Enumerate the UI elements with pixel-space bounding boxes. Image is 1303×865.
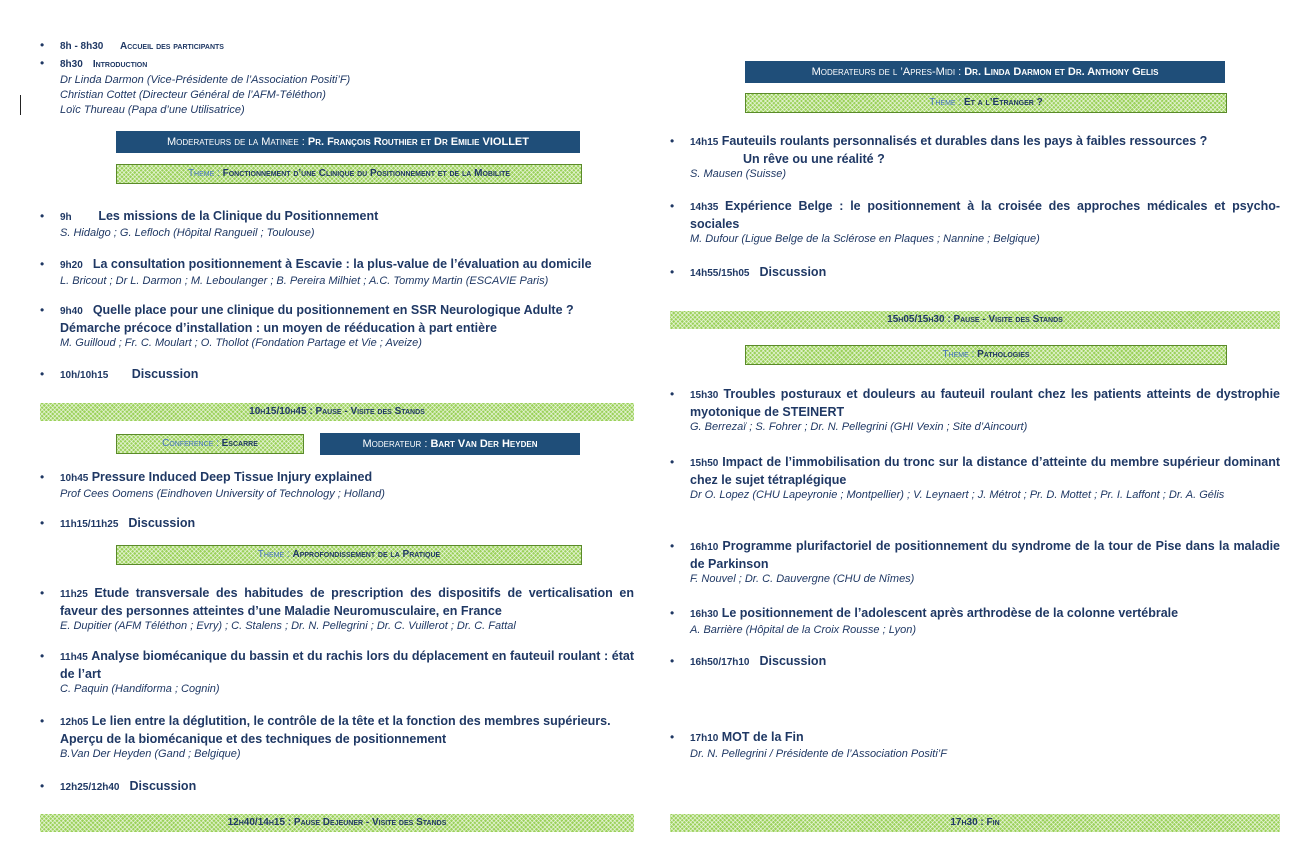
bullet-icon: • <box>40 516 45 530</box>
session-title: Discussion <box>759 654 827 668</box>
session-author: A. Barrière (Hôpital de la Croix Rousse ; Lyon) <box>690 624 917 636</box>
bullet-icon: • <box>670 730 675 744</box>
session-time: 12h25/12h40 <box>60 782 120 793</box>
bullet-icon: • <box>670 654 675 668</box>
bullet-icon: • <box>40 779 45 793</box>
session-author: Loïc Thureau (Papa d’une Utilisatrice) <box>60 104 245 116</box>
break-label: Pause - Visite des Stands <box>953 314 1063 325</box>
session-author: S. Mausen (Suisse) <box>690 168 786 180</box>
session-time: 15h30 <box>690 390 719 401</box>
conference-banner <box>116 434 304 454</box>
banner-label: Moderateur : <box>362 438 431 450</box>
bullet-icon: • <box>40 38 45 52</box>
break-banner-1 <box>40 403 634 421</box>
session-time: 16h30 <box>690 609 719 620</box>
bullet-icon: • <box>40 257 45 271</box>
break-time: 15h05/15h30 : <box>887 314 954 325</box>
bullet-icon: • <box>670 199 675 213</box>
session-title: Analyse biomécanique du bassin et du rachis lors du déplacement en fauteuil roulant : état de l’art <box>60 649 634 681</box>
session-time: 16h50/17h10 <box>690 657 750 668</box>
session-author: Dr Linda Darmon (Vice-Présidente de l’Association Positi’F) <box>60 74 351 86</box>
bullet-icon: • <box>40 714 45 728</box>
banner-name: Fonctionnement d’une Clinique du Positionnement et de la Mobilite <box>222 168 511 179</box>
session-time: 15h50 <box>690 458 719 469</box>
session-time: 11h45 <box>60 652 88 663</box>
session-title: Etude transversale des habitudes de prescription des dispositifs de verticalisation en faveur des personnes atteintes d’une Maladie Neuromusculaire, en France <box>60 586 634 618</box>
session-time: 14h15 <box>690 137 719 148</box>
bullet-icon: • <box>40 586 45 600</box>
moderators-morning-banner <box>116 131 580 153</box>
session-time: 8h - 8h30 <box>60 41 104 52</box>
session-title: Le positionnement de l’adolescent après arthrodèse de la colonne vertébrale <box>721 606 1179 620</box>
end-label: Fin <box>986 817 1000 828</box>
theme-banner-3 <box>745 93 1227 113</box>
session-author: Dr O. Lopez (CHU Lapeyronie ; Montpellier) ; V. Leynaert ; J. Métrot ; Pr. D. Mottet ; Pr. I. Laffont ; Dr. A. Gélis <box>690 489 1225 501</box>
break-banner-2 <box>40 814 634 832</box>
session-time: 12h05 <box>60 717 89 728</box>
break-time: 12h40/14h15 : <box>227 817 294 828</box>
banner-name: Escarre <box>221 438 258 449</box>
theme-banner-1 <box>116 164 582 184</box>
session-author: L. Bricout ; Dr L. Darmon ; M. Leboulanger ; B. Pereira Milhiet ; A.C. Tommy Martin (ESCAVIE Paris) <box>60 275 549 287</box>
banner-names: Dr. Linda Darmon et Dr. Anthony Gelis <box>964 66 1159 78</box>
session-title: Programme plurifactoriel de positionnement du syndrome de la tour de Pise dans la maladie de Parkinson <box>690 539 1280 571</box>
session-author: S. Hidalgo ; G. Lefloch (Hôpital Rangueil ; Toulouse) <box>60 227 315 239</box>
banner-label: Moderateurs de l ’Apres-Midi : <box>811 66 965 78</box>
session-title: Expérience Belge : le positionnement à la croisée des approches médicales et psycho-sociales <box>690 199 1280 231</box>
banner-label: Moderateurs de la Matinee : <box>167 136 308 148</box>
session-author: Christian Cottet (Directeur Général de l’AFM-Téléthon) <box>60 89 326 101</box>
session-title: Fauteuils roulants personnalisés et durables dans les pays à faibles ressources ? <box>721 134 1208 148</box>
session-time: 11h25 <box>60 589 88 600</box>
bullet-icon: • <box>40 209 45 223</box>
session-time: 14h55/15h05 <box>690 268 750 279</box>
session-title: Le lien entre la déglutition, le contrôle de la tête et la fonction des membres supérieurs. <box>91 714 611 728</box>
session-time: 14h35 <box>690 202 719 213</box>
break-label: Pause Dejeuner - Visite des Stands <box>293 817 447 828</box>
session-subtitle: Un rêve ou une réalité ? <box>743 152 885 166</box>
break-label: Pause - Visite des Stands <box>315 406 425 417</box>
banner-name: Approfondissement de la Pratique <box>292 549 441 560</box>
session-time: 11h15/11h25 <box>60 519 119 530</box>
end-banner <box>670 814 1280 832</box>
session-time: 9h40 <box>60 306 83 317</box>
session-time: 8h30 <box>60 59 83 70</box>
session-author: Prof Cees Oomens (Eindhoven University of Technology ; Holland) <box>60 488 385 500</box>
session-author: B.Van Der Heyden (Gand ; Belgique) <box>60 748 241 760</box>
bullet-icon: • <box>670 539 675 553</box>
end-time: 17h30 : <box>950 817 987 828</box>
session-title: La consultation positionnement à Escavie : la plus-value de l’évaluation au domicile <box>92 257 592 271</box>
session-time: 16h10 <box>690 542 719 553</box>
break-banner-3 <box>670 311 1280 329</box>
session-subtitle: Aperçu de la biomécanique et des techniques de positionnement <box>60 732 447 746</box>
bullet-icon: • <box>40 367 45 381</box>
session-author: F. Nouvel ; Dr. C. Dauvergne (CHU de Nîmes) <box>690 573 915 585</box>
session-author: Dr. N. Pellegrini / Présidente de l’Association Positi’F <box>690 748 947 760</box>
banner-name: Bart Van Der Heyden <box>430 438 538 450</box>
session-title: MOT de la Fin <box>721 730 804 744</box>
break-time: 10h15/10h45 : <box>249 406 316 417</box>
banner-label: Theme : <box>942 349 978 360</box>
banner-name: Et a l’Etranger ? <box>963 97 1043 108</box>
bullet-icon: • <box>40 649 45 663</box>
banner-label: Theme : <box>257 549 293 560</box>
session-author: C. Paquin (Handiforma ; Cognin) <box>60 683 220 695</box>
session-time: 9h20 <box>60 260 83 271</box>
session-title: Introduction <box>92 59 148 70</box>
bullet-icon: • <box>670 265 675 279</box>
text-cursor <box>20 95 21 115</box>
session-title: Impact de l’immobilisation du tronc sur la distance d’atteinte du membre supérieur dominant chez le sujet tétraplégique <box>690 455 1280 487</box>
theme-banner-4 <box>745 345 1227 365</box>
bullet-icon: • <box>40 470 45 484</box>
session-title: Quelle place pour une clinique du positionnement en SSR Neurologique Adulte ? <box>92 303 574 317</box>
banner-label: Theme : <box>929 97 964 108</box>
session-time: 9h <box>60 212 72 223</box>
moderators-afternoon-banner <box>745 61 1225 83</box>
theme-banner-2 <box>116 545 582 565</box>
session-title: Discussion <box>129 779 197 793</box>
banner-label: Theme : <box>187 168 223 179</box>
bullet-icon: • <box>40 56 45 70</box>
session-time: 17h10 <box>690 733 719 744</box>
bullet-icon: • <box>670 134 675 148</box>
bullet-icon: • <box>670 455 675 469</box>
bullet-icon: • <box>670 387 675 401</box>
session-author: M. Guilloud ; Fr. C. Moulart ; O. Thollot (Fondation Partage et Vie ; Aveize) <box>60 337 422 349</box>
session-title: Troubles posturaux et douleurs au fauteuil roulant chez les patients atteints de dystrophie myotonique de STEINERT <box>690 387 1280 419</box>
session-author: E. Dupitier (AFM Téléthon ; Evry) ; C. Stalens ; Dr. N. Pellegrini ; Dr. C. Vuillerot ; Dr. C. Fattal <box>60 620 516 632</box>
session-time: 10h45 <box>60 473 89 484</box>
banner-label: Conference : <box>162 438 222 449</box>
bullet-icon: • <box>670 606 675 620</box>
session-title: Discussion <box>128 516 196 530</box>
session-time: 10h/10h15 <box>60 370 109 381</box>
banner-name: Pathologies <box>977 349 1030 360</box>
session-title: Les missions de la Clinique du Positionnement <box>98 209 379 223</box>
session-title: Accueil des participants <box>120 41 224 52</box>
bullet-icon: • <box>40 303 45 317</box>
session-subtitle: Démarche précoce d’installation : un moyen de rééducation à part entière <box>60 321 497 335</box>
session-title: Discussion <box>131 367 199 381</box>
session-author: M. Dufour (Ligue Belge de la Sclérose en Plaques ; Nannine ; Belgique) <box>690 233 1040 245</box>
session-author: G. Berrezaï ; S. Fohrer ; Dr. N. Pellegrini (GHI Vexin ; Site d’Aincourt) <box>690 421 1028 433</box>
banner-names: Pr. François Routhier et Dr Emilie VIOLLET <box>307 136 529 148</box>
session-title: Discussion <box>759 265 827 279</box>
session-title: Pressure Induced Deep Tissue Injury explained <box>91 470 373 484</box>
moderator-conference-banner <box>320 433 580 455</box>
